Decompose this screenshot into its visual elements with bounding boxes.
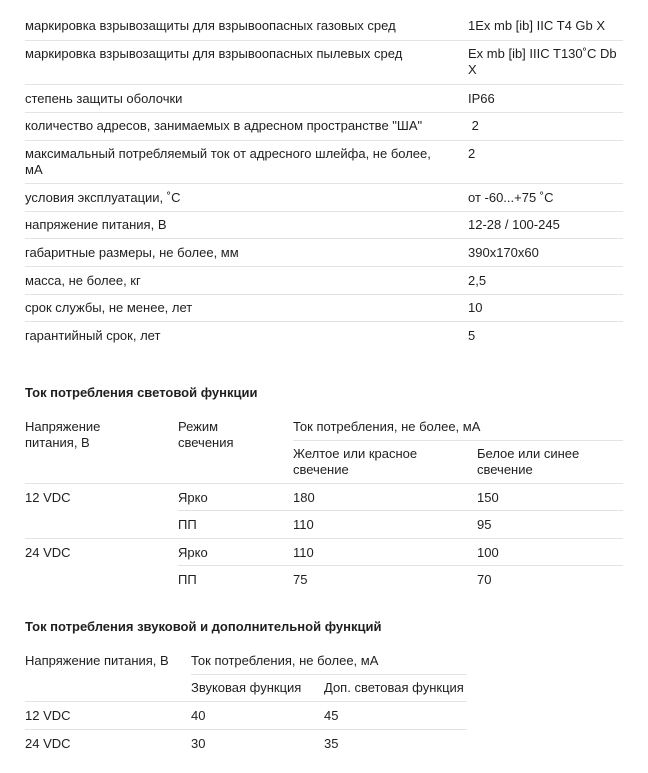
spec-label: маркировка взрывозащиты для взрывоопасных газовых сред bbox=[25, 18, 396, 33]
white-blue-cell: 100 bbox=[477, 545, 499, 560]
header-voltage: Напряжение питания, В bbox=[25, 653, 169, 668]
spec-value: Ex mb [ib] IIIC T130˚C Db X bbox=[468, 46, 617, 77]
header-mode: Режим свечения bbox=[178, 419, 234, 450]
spec-value: IP66 bbox=[468, 91, 495, 106]
spec-value: 1Ex mb [ib] IIC T4 Gb X bbox=[468, 18, 606, 33]
row-divider bbox=[25, 238, 623, 239]
row-divider bbox=[178, 565, 623, 566]
voltage-cell: 12 VDC bbox=[25, 490, 71, 505]
row-divider bbox=[25, 729, 467, 730]
mode-cell: Ярко bbox=[178, 490, 208, 505]
spec-label: маркировка взрывозащиты для взрывоопасных пылевых сред bbox=[25, 46, 403, 61]
yellow-red-cell: 180 bbox=[293, 490, 315, 505]
row-divider bbox=[25, 701, 467, 702]
row-divider bbox=[25, 84, 623, 85]
spec-label: гарантийный срок, лет bbox=[25, 328, 161, 343]
spec-label: максимальный потребляемый ток от адресного шлейфа, не более, мА bbox=[25, 146, 431, 177]
spec-value: 12-28 / 100-245 bbox=[468, 217, 560, 232]
voltage-cell: 12 VDC bbox=[25, 708, 71, 723]
header-extra-light-function: Доп. световая функция bbox=[324, 680, 464, 695]
voltage-cell: 24 VDC bbox=[25, 545, 71, 560]
spec-value: 390х170х60 bbox=[468, 245, 539, 260]
mode-cell: ПП bbox=[178, 517, 197, 532]
row-divider bbox=[25, 140, 623, 141]
yellow-red-cell: 110 bbox=[293, 517, 314, 532]
header-current: Ток потребления, не более, мА bbox=[293, 419, 481, 434]
spec-value: 5 bbox=[468, 328, 476, 343]
spec-label: степень защиты оболочки bbox=[25, 91, 183, 106]
row-divider bbox=[25, 112, 623, 113]
header-divider bbox=[293, 440, 623, 441]
spec-label: срок службы, не менее, лет bbox=[25, 300, 193, 315]
white-blue-cell: 70 bbox=[477, 572, 492, 587]
header-current: Ток потребления, не более, мА bbox=[191, 653, 379, 668]
header-sound-function: Звуковая функция bbox=[191, 680, 302, 695]
yellow-red-cell: 75 bbox=[293, 572, 308, 587]
spec-label: напряжение питания, В bbox=[25, 217, 167, 232]
row-divider bbox=[25, 266, 623, 267]
spec-label: масса, не более, кг bbox=[25, 273, 141, 288]
row-divider bbox=[25, 294, 623, 295]
row-divider bbox=[25, 321, 623, 322]
white-blue-cell: 95 bbox=[477, 517, 492, 532]
sound-section-title: Ток потребления звуковой и дополнительной функций bbox=[25, 619, 382, 634]
row-divider bbox=[25, 183, 623, 184]
sound-function-cell: 30 bbox=[191, 736, 206, 751]
yellow-red-cell: 110 bbox=[293, 545, 314, 560]
spec-label: условия эксплуатации, ˚С bbox=[25, 190, 181, 205]
row-divider bbox=[25, 483, 623, 484]
row-divider bbox=[25, 211, 623, 212]
header-voltage: Напряжение питания, В bbox=[25, 419, 101, 450]
spec-label: габаритные размеры, не более, мм bbox=[25, 245, 239, 260]
spec-value: 2 bbox=[468, 146, 476, 161]
row-divider bbox=[25, 538, 623, 539]
sound-function-cell: 40 bbox=[191, 708, 206, 723]
extra-light-cell: 35 bbox=[324, 736, 339, 751]
spec-value: от -60...+75 ˚С bbox=[468, 190, 554, 205]
extra-light-cell: 45 bbox=[324, 708, 339, 723]
mode-cell: Ярко bbox=[178, 545, 208, 560]
voltage-cell: 24 VDC bbox=[25, 736, 71, 751]
spec-value: 10 bbox=[468, 300, 483, 315]
spec-label: количество адресов, занимаемых в адресном пространстве "ША" bbox=[25, 118, 423, 133]
light-section-title: Ток потребления световой функции bbox=[25, 385, 258, 400]
mode-cell: ПП bbox=[178, 572, 197, 587]
header-white-blue: Белое или синее свечение bbox=[477, 446, 580, 477]
header-divider bbox=[191, 674, 467, 675]
header-yellow-red: Желтое или красное свечение bbox=[293, 446, 418, 477]
white-blue-cell: 150 bbox=[477, 490, 499, 505]
row-divider bbox=[178, 510, 623, 511]
spec-value: 2 bbox=[468, 118, 479, 133]
spec-value: 2,5 bbox=[468, 273, 487, 288]
row-divider bbox=[25, 40, 623, 41]
